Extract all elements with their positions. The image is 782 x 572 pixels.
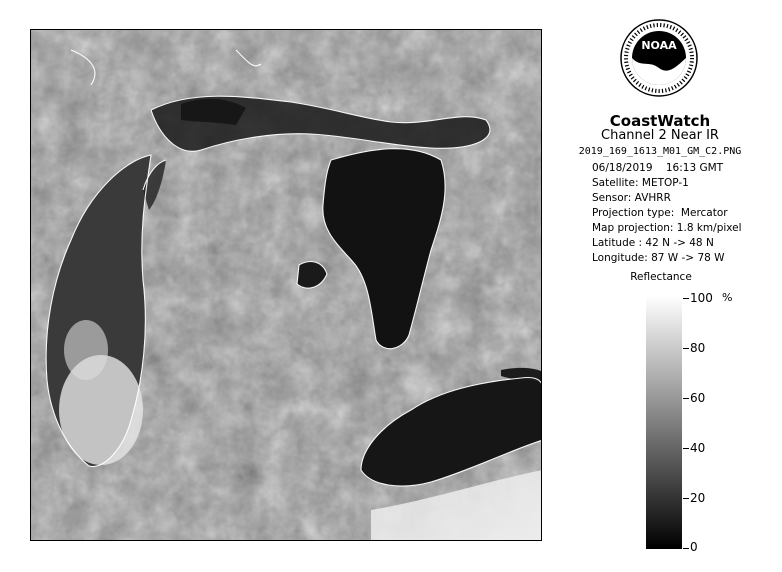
colorbar-tick-label: 20 <box>690 491 706 505</box>
latitude-label: Latitude : 42 N -> 48 N <box>592 237 714 249</box>
colorbar-title: Reflectance <box>630 271 692 283</box>
satellite-map <box>30 29 542 541</box>
logo-text: NOAA <box>641 39 677 52</box>
projection-type-label: Projection type: Mercator <box>592 207 728 219</box>
colorbar-tick-label: 100 <box>690 291 713 305</box>
filename-label: 2019_169_1613_M01_GM_C2.PNG <box>578 146 742 157</box>
colorbar-tick-label: 80 <box>690 341 706 355</box>
sensor-label: Sensor: AVHRR <box>592 192 671 204</box>
longitude-label: Longitude: 87 W -> 78 W <box>592 252 725 264</box>
map-image <box>31 30 542 541</box>
brand-title: CoastWatch <box>609 112 711 130</box>
map-projection-label: Map projection: 1.8 km/pixel <box>592 222 742 234</box>
colorbar-unit: % <box>722 291 733 304</box>
noaa-logo <box>619 18 699 98</box>
channel-label: Channel 2 Near IR <box>601 128 719 143</box>
colorbar-tick-label: 40 <box>690 441 706 455</box>
colorbar-tick <box>683 498 689 499</box>
colorbar-tick <box>683 398 689 399</box>
colorbar-tick <box>683 348 689 349</box>
colorbar-tick <box>683 298 689 299</box>
colorbar-tick <box>683 448 689 449</box>
colorbar-tick-label: 60 <box>690 391 706 405</box>
colorbar-tick <box>683 548 689 549</box>
datetime-label: 06/18/2019 16:13 GMT <box>592 162 724 174</box>
satellite-label: Satellite: METOP-1 <box>592 177 689 189</box>
colorbar <box>646 296 682 549</box>
colorbar-tick-label: 0 <box>690 540 698 554</box>
